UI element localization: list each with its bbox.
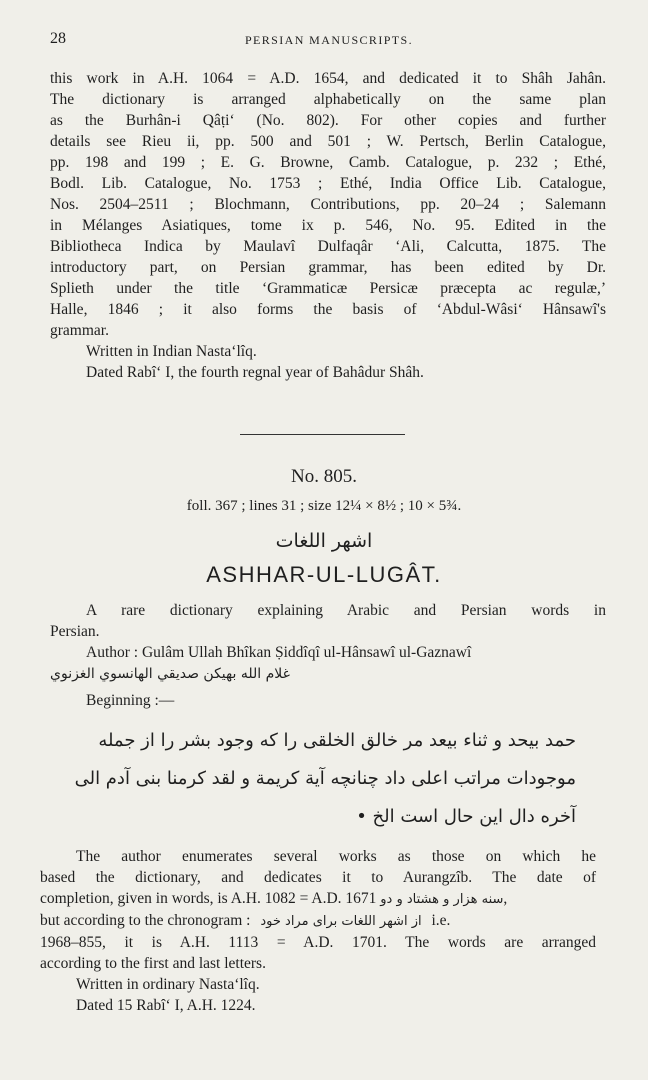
chronogram-suffix: i.e. [431, 912, 451, 929]
beginning-label [86, 690, 386, 711]
body-line: Bodl. Lib. Catalogue, No. 1753 ; Ethé, India Office Lib. Catalogue, [50, 175, 606, 192]
body-line: details see Rieu ii, pp. 500 and 501 ; W. Pertsch, Berlin Catalogue, [50, 133, 606, 150]
body-line: introductory part, on Persian grammar, has been edited by Dr. [50, 259, 606, 276]
entry-title: ASHHAR-UL-LUGÂT. [206, 562, 442, 587]
description-line: A rare dictionary explaining Arabic and Persian words in [86, 602, 606, 619]
body-line: pp. 198 and 199 ; E. G. Browne, Camb. Catalogue, p. 232 ; Ethé, [50, 154, 606, 171]
body-line: Halle, 1846 ; it also forms the basis of ‘Abdul-Wâsi‘ Hânsawî's [50, 301, 606, 318]
notes-line: completion, given in words, is A.H. 1082 = A.D. 1671 سنه هزار و هشتاد و دو, [40, 890, 508, 907]
author-line: Author : Gulâm Ullah Bhîkan Ṣiddîqî ul-Hânsawî ul-Gaznawî [86, 644, 472, 661]
entry-notes [40, 846, 596, 1016]
entry-number: No. 805. [291, 466, 357, 487]
section-divider [240, 434, 405, 435]
body-line: Nos. 2504–2511 ; Blochmann, Contributions, pp. 20–24 ; Salemann [50, 196, 606, 213]
body-line: The dictionary is arranged alphabetically on the same plan [50, 91, 606, 108]
beginning-arabic-line: موجودات مراتب اعلى داد چنانچه آية كريمة و لقد كرمنا بنى آدم الى [74, 768, 576, 789]
beginning-arabic-line: حمد بيحد و ثناء بيعد مر خالق الخلقى را كه وجود بشر را از جمله [98, 730, 576, 751]
arabic-title: اشهر اللغات [275, 530, 373, 552]
dated-note: Dated 15 Rabî‘ I, A.H. 1224. [76, 997, 256, 1014]
folio-info: foll. 367 ; lines 31 ; size 12¼ × 8½ ; 10 × 5¾. [186, 498, 462, 514]
notes-line: The author enumerates several works as those on which he [76, 848, 596, 865]
body-line: this work in A.H. 1064 = A.D. 1654, and dedicated it to Shâh Jahân. [50, 70, 606, 87]
page-number: 28 [50, 30, 66, 47]
entry-description [50, 600, 606, 663]
date-words-arabic: سنه هزار و هشتاد و دو [380, 892, 504, 907]
running-title: PERSIAN MANUSCRIPTS. [244, 33, 414, 47]
chronogram-arabic: از اشهر اللغات برای مراد خود [260, 914, 422, 929]
description-line: Persian. [50, 623, 100, 640]
notes-line [40, 910, 596, 932]
body-line: grammar. [50, 322, 109, 339]
notes-line: 1968–855, it is A.H. 1113 = A.D. 1701. The words are arranged [40, 934, 596, 951]
page-header [50, 30, 608, 50]
body-line: in Mélanges Asiatiques, tome ix p. 546, No. 95. Edited in the [50, 217, 606, 234]
notes-line: based the dictionary, and dedicates it to Aurangzîb. The date of [40, 869, 596, 886]
written-note: Written in ordinary Nasta‘lîq. [76, 976, 260, 993]
body-line: Bibliotheca Indica by Maulavî Dulfaqâr ‘Ali, Calcutta, 1875. The [50, 238, 606, 255]
previous-entry-body [50, 68, 606, 383]
chronogram-prefix: but according to the chronogram : [40, 912, 251, 929]
dated-note: Dated Rabî‘ I, the fourth regnal year of Bahâdur Shâh. [86, 364, 424, 381]
notes-line: according to the first and last letters. [40, 955, 266, 972]
written-note: Written in Indian Nasta‘lîq. [86, 343, 257, 360]
beginning-label-text: Beginning :— [86, 692, 175, 709]
body-line: as the Burhân-i Qâṭi‘ (No. 802). For other copies and further [50, 112, 606, 129]
author-arabic: غلام الله بهيكن صديقي الهانسوي الغزنوي [50, 666, 290, 682]
completion-date-text: completion, given in words, is A.H. 1082 = A.D. 1671 [40, 890, 377, 907]
beginning-arabic-line: آخره دال اين حال است الخ • [356, 806, 576, 827]
body-line: Splieth under the title ‘Grammaticæ Persicæ præcepta ac regulæ,’ [50, 280, 606, 297]
